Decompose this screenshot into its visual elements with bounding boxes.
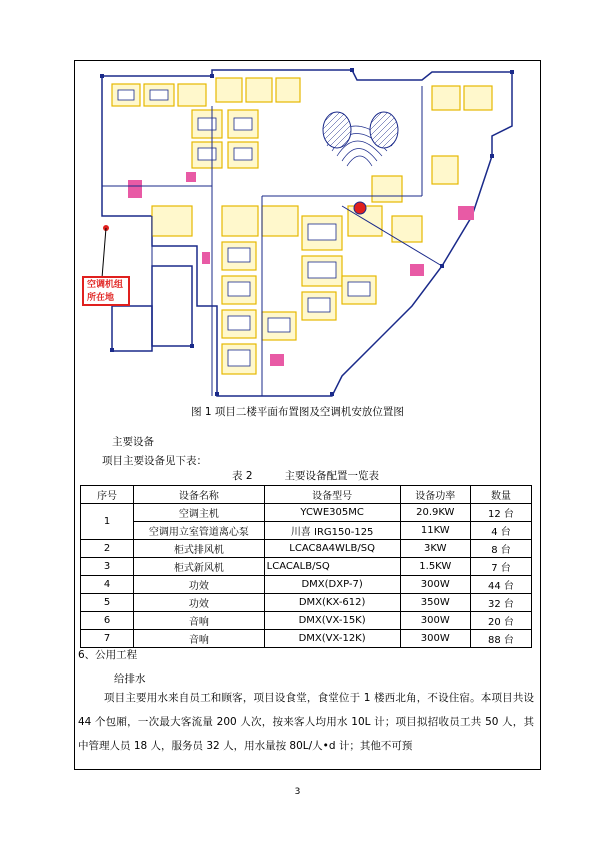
header-name: 设备名称 <box>134 486 265 504</box>
cell-power: 300W <box>400 612 470 630</box>
cell-qty: 7 台 <box>470 558 531 576</box>
figure-caption: 图 1 项目二楼平面布置图及空调机安放位置图 <box>191 406 404 418</box>
cell-model: DMX(VX-15K) <box>264 612 400 630</box>
table-row <box>81 612 532 630</box>
cell-qty: 44 台 <box>470 576 531 594</box>
cell-qty: 20 台 <box>470 612 531 630</box>
header-model: 设备型号 <box>264 486 400 504</box>
water-supply-heading: 给排水 <box>114 673 146 685</box>
cell-qty: 88 台 <box>470 630 531 648</box>
cell-name: 空调主机 <box>134 504 265 522</box>
cell-name: 音响 <box>134 612 265 630</box>
callout-line-1: 空调机组 <box>87 280 124 290</box>
cell-power: 1.5KW <box>400 558 470 576</box>
cell-name: 空调用立室管道离心泵 <box>134 522 265 540</box>
cell-qty: 12 台 <box>470 504 531 522</box>
header-no: 序号 <box>81 486 134 504</box>
cell-qty: 4 台 <box>470 522 531 540</box>
table-number: 表 2 <box>232 470 253 482</box>
cell-power: 300W <box>400 630 470 648</box>
table-row <box>81 504 532 522</box>
cell-no: 6 <box>81 612 134 630</box>
cell-no: 1 <box>81 504 134 540</box>
equipment-table <box>80 485 532 648</box>
cell-model: LCACALB/SQ <box>264 558 400 576</box>
cell-no: 3 <box>81 558 134 576</box>
table-row <box>81 576 532 594</box>
cell-name: 功效 <box>134 594 265 612</box>
cell-no: 7 <box>81 630 134 648</box>
main-equipment-heading: 主要设备 <box>112 436 154 448</box>
cell-name: 柜式新风机 <box>134 558 265 576</box>
table-row <box>81 558 532 576</box>
cell-qty: 8 台 <box>470 540 531 558</box>
public-works-heading: 6、公用工程 <box>78 649 138 661</box>
cell-no: 4 <box>81 576 134 594</box>
cell-no: 5 <box>81 594 134 612</box>
cell-model: DMX(DXP-7) <box>264 576 400 594</box>
cell-model: DMX(KX-612) <box>264 594 400 612</box>
header-qty: 数量 <box>470 486 531 504</box>
header-power: 设备功率 <box>400 486 470 504</box>
cell-power: 300W <box>400 576 470 594</box>
cell-model: 川喜 IRG150-125 <box>264 522 400 540</box>
cell-power: 350W <box>400 594 470 612</box>
table-header-row <box>81 486 532 504</box>
table-row <box>81 630 532 648</box>
table-title <box>232 468 379 483</box>
table-row <box>81 522 532 540</box>
cell-power: 20.9KW <box>400 504 470 522</box>
table-title-text: 主要设备配置一览表 <box>284 470 380 482</box>
cell-name: 音响 <box>134 630 265 648</box>
cell-no: 2 <box>81 540 134 558</box>
water-supply-paragraph: 项目主要用水来自员工和顾客，项目设食堂，食堂位于 1 楼西北角，不设住宿。本项目共设 44 个包厢，一次最大客流量 200 人次，按来客人均用水 10L 计；项目拟招收员工共 50 人，其中管理人员 18 人，服务员 32 人，用水量按 80L/人•d 计；其他不可预 <box>78 692 534 752</box>
cell-model: LCAC8A4WLB/SQ <box>264 540 400 558</box>
table-row <box>81 594 532 612</box>
cell-model: DMX(VX-12K) <box>264 630 400 648</box>
cell-name: 功效 <box>134 576 265 594</box>
cell-model: YCWE305MC <box>264 504 400 522</box>
page-number: 3 <box>294 787 301 797</box>
cell-qty: 32 台 <box>470 594 531 612</box>
cell-power: 3KW <box>400 540 470 558</box>
table-row <box>81 540 532 558</box>
main-equipment-intro: 项目主要设备见下表： <box>102 455 207 467</box>
cell-name: 柜式排风机 <box>134 540 265 558</box>
floor-plan-image <box>92 66 522 398</box>
callout-line-2: 所在地 <box>87 293 115 303</box>
ac-unit-location-callout <box>82 276 130 306</box>
cell-power: 11KW <box>400 522 470 540</box>
